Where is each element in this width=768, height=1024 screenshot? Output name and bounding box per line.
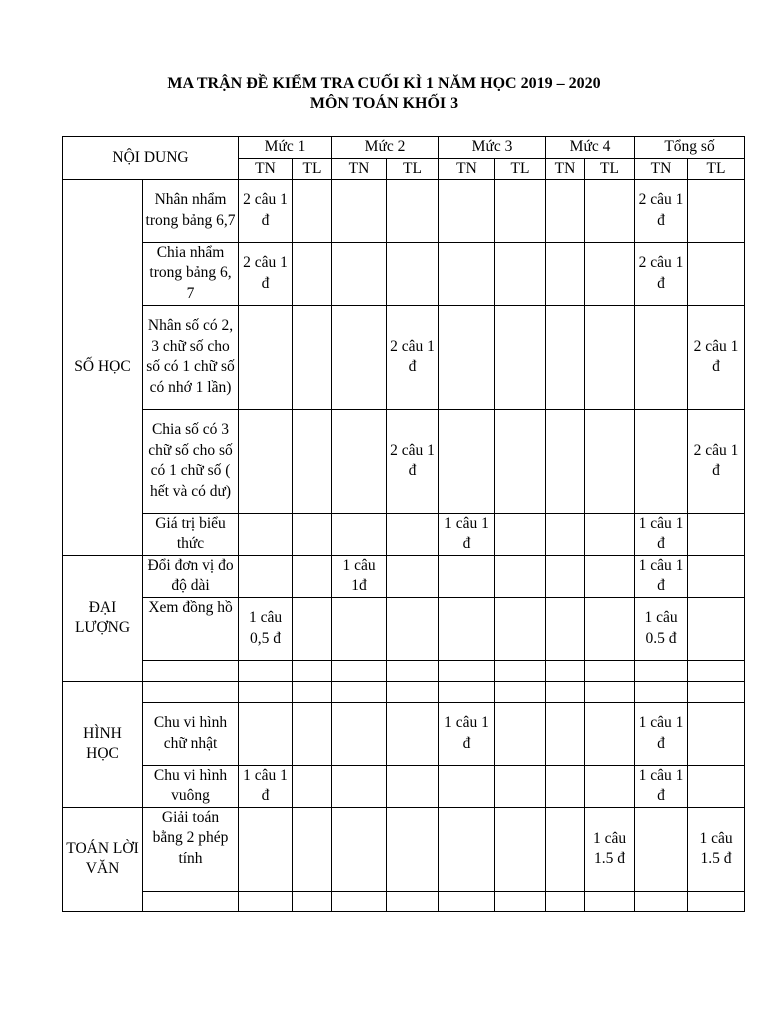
table-row bbox=[63, 597, 745, 660]
value-cell: 1 câu 1 đ bbox=[635, 555, 688, 597]
value-cell: 1 câu 1đ bbox=[332, 555, 387, 597]
topic-cell: Chu vi hình chữ nhật bbox=[143, 702, 239, 765]
table-row bbox=[63, 807, 745, 891]
header-m2-tl: TL bbox=[387, 158, 439, 179]
header-tong-tn: TN bbox=[635, 158, 688, 179]
table-row bbox=[63, 513, 745, 555]
header-muc-4: Mức 4 bbox=[546, 137, 635, 159]
header-m3-tn: TN bbox=[439, 158, 495, 179]
table-row bbox=[63, 555, 745, 597]
value-cell: 1 câu 0,5 đ bbox=[239, 597, 293, 660]
header-m1-tl: TL bbox=[293, 158, 332, 179]
topic-cell: Nhân số có 2, 3 chữ số cho số có 1 chữ số có nhớ 1 lần) bbox=[143, 305, 239, 409]
header-tong-tl: TL bbox=[688, 158, 745, 179]
value-cell: 1 câu 0.5 đ bbox=[635, 597, 688, 660]
table-row-empty bbox=[63, 660, 745, 681]
group-so-hoc: SỐ HỌC bbox=[63, 179, 143, 555]
topic-cell: Chia số có 3 chữ số cho số có 1 chữ số ( hết và có dư) bbox=[143, 409, 239, 513]
topic-cell: Chia nhẩm trong bảng 6, 7 bbox=[143, 242, 239, 305]
table-row bbox=[63, 702, 745, 765]
table-row bbox=[63, 242, 745, 305]
group-hinh-hoc: HÌNH HỌC bbox=[63, 681, 143, 807]
test-matrix-table bbox=[62, 136, 745, 912]
value-cell: 2 câu 1 đ bbox=[239, 179, 293, 242]
value-cell: 2 câu 1 đ bbox=[688, 409, 745, 513]
value-cell: 2 câu 1 đ bbox=[239, 242, 293, 305]
table-row bbox=[63, 305, 745, 409]
topic-cell: Giải toán bằng 2 phép tính bbox=[143, 807, 239, 891]
header-muc-2: Mức 2 bbox=[332, 137, 439, 159]
value-cell: 1 câu 1 đ bbox=[439, 513, 495, 555]
header-tong-so: Tổng số bbox=[635, 137, 745, 159]
topic-cell: Đổi đơn vị đo độ dài bbox=[143, 555, 239, 597]
value-cell: 2 câu 1 đ bbox=[688, 305, 745, 409]
table-row-empty bbox=[63, 681, 745, 702]
document-title bbox=[0, 74, 768, 114]
value-cell: 1 câu 1.5 đ bbox=[688, 807, 745, 891]
topic-cell: Giá trị biểu thức bbox=[143, 513, 239, 555]
header-m1-tn: TN bbox=[239, 158, 293, 179]
value-cell: 1 câu 1 đ bbox=[439, 702, 495, 765]
header-m2-tn: TN bbox=[332, 158, 387, 179]
value-cell: 1 câu 1 đ bbox=[239, 765, 293, 807]
value-cell: 2 câu 1 đ bbox=[387, 409, 439, 513]
value-cell: 2 câu 1 đ bbox=[635, 179, 688, 242]
header-m4-tn: TN bbox=[546, 158, 585, 179]
header-m4-tl: TL bbox=[585, 158, 635, 179]
header-muc-1: Mức 1 bbox=[239, 137, 332, 159]
header-muc-3: Mức 3 bbox=[439, 137, 546, 159]
group-toan-loi-van: TOÁN LỜI VĂN bbox=[63, 807, 143, 911]
header-m3-tl: TL bbox=[495, 158, 546, 179]
topic-cell: Chu vi hình vuông bbox=[143, 765, 239, 807]
table-row bbox=[63, 765, 745, 807]
group-dai-luong: ĐẠI LƯỢNG bbox=[63, 555, 143, 681]
table-row-empty bbox=[63, 891, 745, 911]
header-row-levels bbox=[63, 137, 745, 159]
title-line-1: MA TRẬN ĐỀ KIỂM TRA CUỐI KÌ 1 NĂM HỌC 2019 – 2020 bbox=[167, 75, 601, 92]
topic-cell: Nhân nhẩm trong bảng 6,7 bbox=[143, 179, 239, 242]
value-cell: 1 câu 1 đ bbox=[635, 702, 688, 765]
table-row bbox=[63, 179, 745, 242]
value-cell: 2 câu 1 đ bbox=[387, 305, 439, 409]
header-noi-dung: NỘI DUNG bbox=[63, 137, 239, 180]
value-cell: 1 câu 1.5 đ bbox=[585, 807, 635, 891]
title-line-2: MÔN TOÁN KHỐI 3 bbox=[309, 95, 459, 112]
value-cell: 1 câu 1 đ bbox=[635, 765, 688, 807]
topic-cell: Xem đồng hồ bbox=[143, 597, 239, 660]
table-row bbox=[63, 409, 745, 513]
value-cell: 2 câu 1 đ bbox=[635, 242, 688, 305]
value-cell: 1 câu 1 đ bbox=[635, 513, 688, 555]
